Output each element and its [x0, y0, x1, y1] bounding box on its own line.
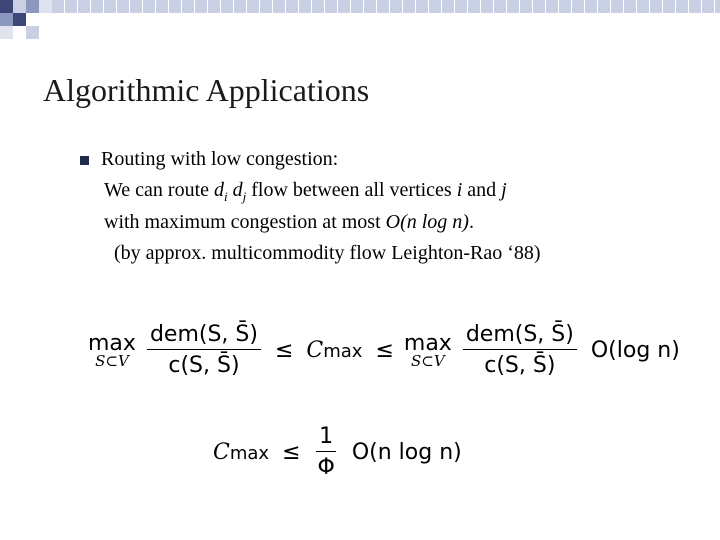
max-label: max — [88, 330, 136, 356]
corner-square — [26, 0, 39, 13]
max-subscript: S⊂V — [95, 351, 129, 370]
corner-square — [39, 0, 52, 13]
max-operator — [404, 331, 452, 370]
bullet-line-3 — [104, 211, 474, 234]
corner-strip — [52, 0, 720, 13]
max-subscript: S⊂V — [411, 351, 445, 370]
bullet-line-2 — [104, 179, 507, 205]
formula-cmax-upper-bound — [210, 424, 465, 480]
text-segment: and — [462, 179, 502, 201]
complexity-bound: O(n log n) — [385, 211, 469, 233]
fraction — [463, 322, 577, 378]
math-variable: i — [456, 179, 463, 201]
max-label: max — [403, 330, 452, 356]
formula-congestion-bounds — [88, 322, 683, 378]
cmax-term — [213, 440, 269, 465]
corner-square — [0, 26, 13, 39]
fraction-numerator: 1 — [316, 424, 336, 452]
corner-square — [0, 0, 13, 13]
fraction-denominator: c(S, S̄) — [168, 353, 240, 378]
bullet-icon — [80, 156, 89, 165]
math-subscript: j — [242, 189, 247, 204]
text-segment: We can route — [104, 179, 214, 201]
max-operator — [88, 331, 136, 370]
fraction-numerator: dem(S, S̄) — [147, 322, 261, 350]
text-segment: flow between all vertices — [246, 179, 457, 201]
cmax-term — [306, 338, 362, 363]
fraction — [147, 322, 261, 378]
fraction — [315, 424, 338, 480]
text-segment: with maximum congestion at most — [104, 211, 386, 233]
fraction-denominator: c(S, S̄) — [484, 353, 556, 378]
corner-square — [13, 0, 26, 13]
page-title: Algorithmic Applications — [43, 72, 370, 108]
math-variable: d — [214, 179, 224, 201]
text-segment: . — [468, 211, 474, 233]
math-subscript: max — [229, 442, 270, 464]
fraction-denominator: Φ — [317, 455, 335, 480]
leq-symbol: ≤ — [282, 439, 301, 465]
corner-decoration — [0, 0, 720, 40]
log-factor: O(log n) — [590, 337, 680, 363]
complexity-term: O(n log n) — [351, 439, 462, 465]
fraction-numerator: dem(S, S̄) — [463, 322, 577, 350]
math-subscript: max — [323, 340, 363, 362]
leq-symbol: ≤ — [274, 337, 294, 363]
corner-square — [13, 13, 26, 26]
bullet-line-1: Routing with low congestion: — [101, 148, 339, 170]
corner-square — [0, 13, 13, 26]
corner-square — [26, 26, 39, 39]
math-variable: C — [213, 439, 230, 465]
math-variable: j — [501, 179, 507, 201]
math-subscript: i — [224, 189, 228, 204]
math-variable: C — [306, 337, 324, 363]
math-variable: d — [232, 179, 243, 201]
bullet-line-4: (by approx. multicommodity flow Leighton-Rao ‘88) — [114, 242, 541, 264]
leq-symbol: ≤ — [375, 337, 394, 363]
